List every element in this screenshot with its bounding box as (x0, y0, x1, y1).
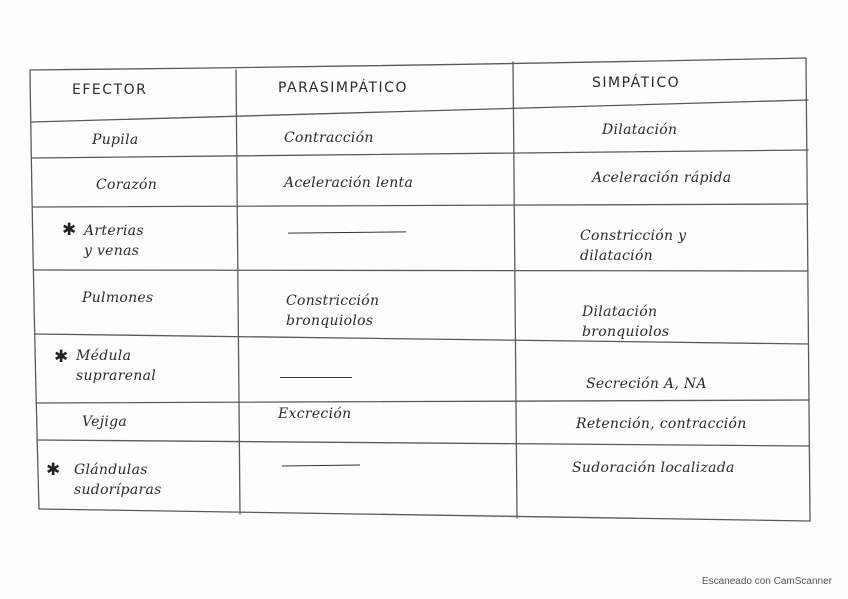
asterisk-mark-icon: ✱ (54, 347, 69, 367)
header-efector: EFECTOR (72, 82, 148, 98)
efector-cell: Arterias y venas (84, 223, 144, 259)
asterisk-mark-icon: ✱ (62, 220, 77, 240)
efector-cell: Pulmones (82, 290, 154, 306)
simpatico-cell: Dilatación (602, 122, 678, 138)
simpatico-cell: Secreción A, NA (586, 376, 707, 392)
rule-4 (35, 334, 808, 344)
rule-bottom (39, 509, 810, 521)
efector-cell: Vejiga (82, 414, 128, 430)
scanner-watermark: Escaneado con CamScanner (701, 576, 832, 587)
rule-right (806, 58, 810, 521)
rule-5 (36, 400, 809, 403)
rule-left (30, 70, 39, 509)
efector-cell: Pupila (92, 132, 139, 148)
simpatico-cell: Sudoración localizada (572, 460, 735, 476)
efector-cell: Corazón (96, 177, 158, 193)
rule-1 (32, 150, 808, 158)
simpatico-cell: Retención, contracción (576, 416, 747, 432)
asterisk-mark-icon: ✱ (46, 460, 61, 480)
parasimpatico-cell: Excreción (278, 406, 352, 422)
rule-6 (37, 440, 809, 446)
parasimpatico-cell: Constricción bronquiolos (286, 293, 380, 329)
rule-top (30, 58, 806, 70)
rule-3 (34, 270, 808, 271)
simpatico-cell: Aceleración rápida (592, 170, 732, 186)
efector-cell: Médula suprarenal (76, 348, 157, 384)
empty-cell-dash (280, 377, 352, 378)
header-simpatico: SIMPÁTICO (592, 75, 681, 91)
rule-header (32, 100, 808, 122)
simpatico-cell: Dilatación bronquiolos (582, 304, 670, 340)
parasimpatico-cell: Aceleración lenta (284, 175, 414, 191)
simpatico-cell: Constricción y dilatación (580, 228, 687, 264)
parasimpatico-cell: Contracción (284, 130, 374, 146)
rule-col-2 (513, 62, 517, 518)
rule-2 (33, 204, 808, 207)
rule-col-1 (236, 70, 240, 514)
efector-cell: Glándulas sudoríparas (74, 462, 162, 498)
header-parasimpatico: PARASIMPÁTICO (278, 80, 408, 96)
